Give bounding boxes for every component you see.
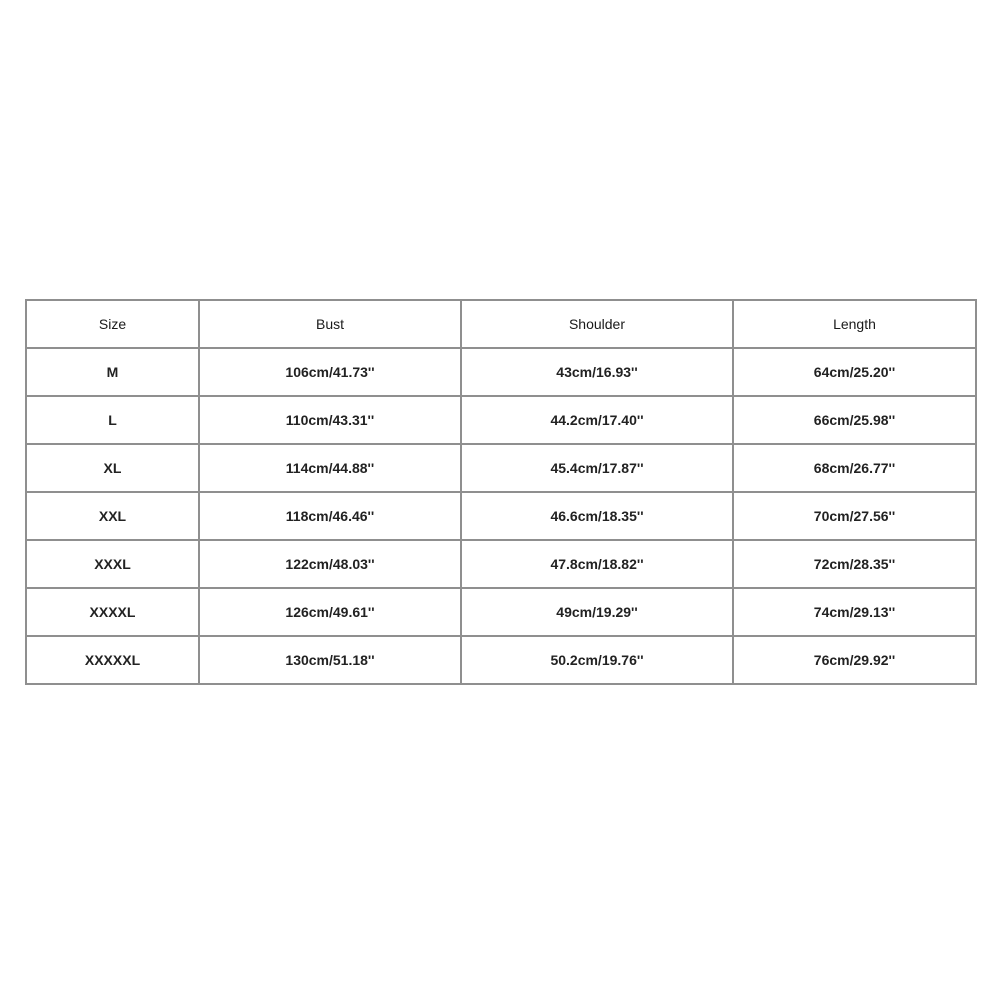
header-bust: Bust [199,300,461,348]
cell-length: 66cm/25.98'' [733,396,976,444]
header-shoulder: Shoulder [461,300,733,348]
cell-size: M [26,348,199,396]
cell-length: 76cm/29.92'' [733,636,976,684]
cell-size: XXL [26,492,199,540]
cell-size: XXXXL [26,588,199,636]
cell-length: 64cm/25.20'' [733,348,976,396]
table-row [26,348,976,396]
header-size: Size [26,300,199,348]
cell-shoulder: 44.2cm/17.40'' [461,396,733,444]
size-chart-table [25,299,977,685]
cell-shoulder: 49cm/19.29'' [461,588,733,636]
cell-length: 72cm/28.35'' [733,540,976,588]
cell-size: XXXL [26,540,199,588]
cell-shoulder: 45.4cm/17.87'' [461,444,733,492]
cell-bust: 130cm/51.18'' [199,636,461,684]
cell-bust: 110cm/43.31'' [199,396,461,444]
cell-size: XL [26,444,199,492]
cell-shoulder: 46.6cm/18.35'' [461,492,733,540]
table-row [26,588,976,636]
header-row [26,300,976,348]
table-row [26,540,976,588]
cell-shoulder: 50.2cm/19.76'' [461,636,733,684]
cell-size: XXXXXL [26,636,199,684]
cell-bust: 118cm/46.46'' [199,492,461,540]
cell-shoulder: 47.8cm/18.82'' [461,540,733,588]
cell-bust: 122cm/48.03'' [199,540,461,588]
header-length: Length [733,300,976,348]
table-row [26,636,976,684]
cell-length: 68cm/26.77'' [733,444,976,492]
cell-length: 74cm/29.13'' [733,588,976,636]
table-row [26,444,976,492]
cell-length: 70cm/27.56'' [733,492,976,540]
table-row [26,396,976,444]
cell-size: L [26,396,199,444]
cell-shoulder: 43cm/16.93'' [461,348,733,396]
cell-bust: 106cm/41.73'' [199,348,461,396]
table-row [26,492,976,540]
cell-bust: 126cm/49.61'' [199,588,461,636]
cell-bust: 114cm/44.88'' [199,444,461,492]
